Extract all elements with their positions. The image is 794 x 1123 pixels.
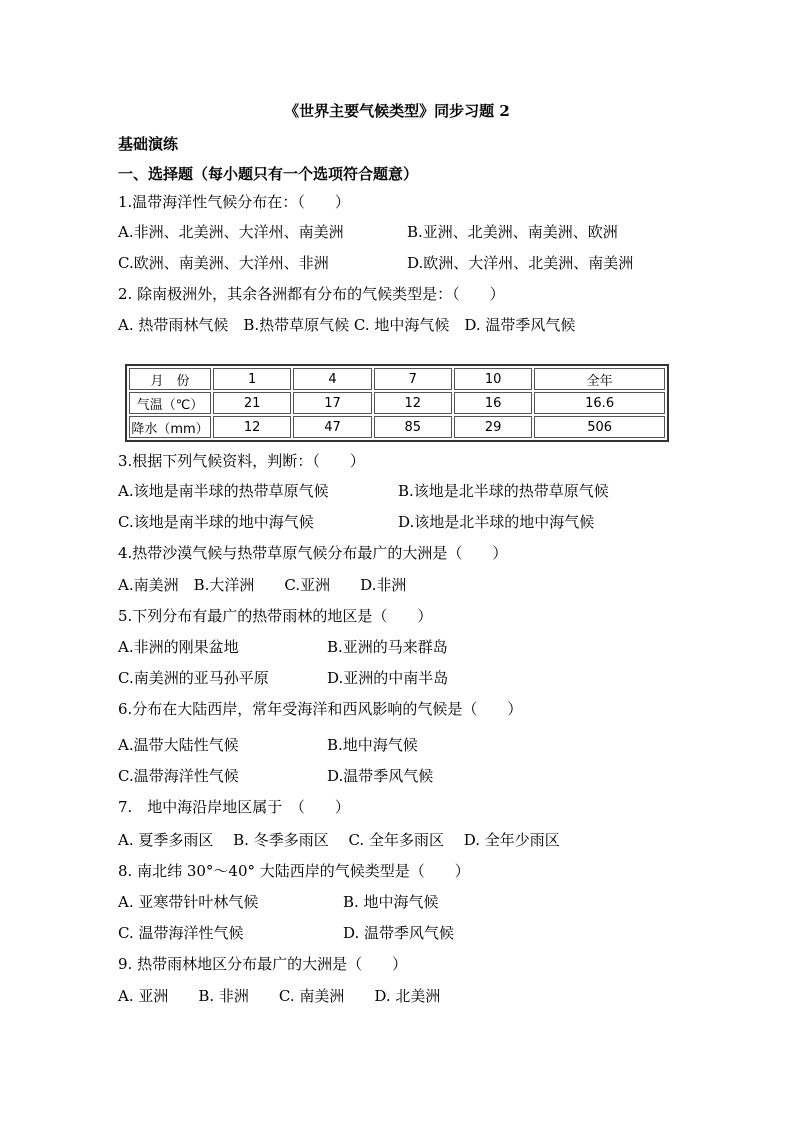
table-cell: 月 份 <box>129 368 211 390</box>
q7-stem: 7. 地中海沿岸地区属于 （ ） <box>118 798 350 816</box>
table-row <box>129 416 665 438</box>
q4-stem: 4.热带沙漠气候与热带草原气候分布最广的大洲是（ ） <box>118 544 508 562</box>
q1-option-b: B.亚洲、北美洲、南美洲、欧洲 <box>407 223 618 241</box>
table-cell: 21 <box>213 392 291 414</box>
table-cell: 4 <box>293 368 371 390</box>
q1-option-a: A.非洲、北美洲、大洋州、南美洲 <box>118 223 344 241</box>
table-cell: 12 <box>374 392 452 414</box>
section-choice: 一、选择题（每小题只有一个选项符合题意） <box>118 165 419 183</box>
q8-option-a: A. 亚寒带针叶林气候 <box>118 893 259 911</box>
q9-stem: 9. 热带雨林地区分布最广的大洲是（ ） <box>118 955 408 973</box>
q3-option-c: C.该地是南半球的地中海气候 <box>118 513 314 531</box>
table-cell: 10 <box>454 368 532 390</box>
table-cell: 12 <box>213 416 291 438</box>
table-cell: 47 <box>293 416 371 438</box>
table-cell: 全年 <box>534 368 665 390</box>
climate-table <box>125 364 669 442</box>
q7-options: A. 夏季多雨区 B. 冬季多雨区 C. 全年多雨区 D. 全年少雨区 <box>118 831 560 849</box>
page-title: 《世界主要气候类型》同步习题 2 <box>284 102 510 120</box>
q5-option-d: D.亚洲的中南半岛 <box>327 669 449 687</box>
q6-stem: 6.分布在大陆西岸，常年受海洋和西风影响的气候是（ ） <box>118 700 523 718</box>
table-cell: 1 <box>213 368 291 390</box>
table-cell: 气温（℃） <box>129 392 211 414</box>
q5-option-b: B.亚洲的马来群岛 <box>327 638 448 656</box>
table-cell: 16.6 <box>534 392 665 414</box>
table-cell: 85 <box>374 416 452 438</box>
table-cell: 17 <box>293 392 371 414</box>
q5-option-c: C.南美洲的亚马孙平原 <box>118 669 269 687</box>
q4-options: A.南美洲 B.大洋洲 C.亚洲 D.非洲 <box>118 576 407 594</box>
q5-option-a: A.非洲的刚果盆地 <box>118 638 239 656</box>
table-row <box>129 392 665 414</box>
section-basic: 基础演练 <box>118 135 179 153</box>
table-cell: 506 <box>534 416 665 438</box>
q1-option-d: D.欧洲、大洋州、北美洲、南美洲 <box>407 254 634 272</box>
q9-options: A. 亚洲 B. 非洲 C. 南美洲 D. 北美洲 <box>118 987 441 1005</box>
q3-option-d: D.该地是北半球的地中海气候 <box>398 513 595 531</box>
q6-option-c: C.温带海洋性气候 <box>118 767 239 785</box>
table-header-row <box>129 368 665 390</box>
q8-option-c: C. 温带海洋性气候 <box>118 924 244 942</box>
q6-option-a: A.温带大陆性气候 <box>118 736 239 754</box>
q6-option-b: B.地中海气候 <box>327 736 418 754</box>
q8-option-b: B. 地中海气候 <box>343 893 439 911</box>
q8-option-d: D. 温带季风气候 <box>343 924 455 942</box>
q2-options: A. 热带雨林气候 B.热带草原气候 C. 地中海气候 D. 温带季风气候 <box>118 316 576 334</box>
q2-stem: 2. 除南极洲外，其余各洲都有分布的气候类型是：（ ） <box>118 285 505 303</box>
table-cell: 29 <box>454 416 532 438</box>
q1-stem: 1.温带海洋性气候分布在：（ ） <box>118 193 350 211</box>
table-cell: 16 <box>454 392 532 414</box>
table-cell: 降水（mm） <box>129 416 211 438</box>
q1-option-c: C.欧洲、南美洲、大洋州、非洲 <box>118 254 329 272</box>
q5-stem: 5.下列分布有最广的热带雨林的地区是（ ） <box>118 607 433 625</box>
q3-option-a: A.该地是南半球的热带草原气候 <box>118 482 329 500</box>
q3-option-b: B.该地是北半球的热带草原气候 <box>398 482 609 500</box>
q6-option-d: D.温带季风气候 <box>327 767 434 785</box>
q3-stem: 3.根据下列气候资料，判断：（ ） <box>118 452 365 470</box>
q8-stem: 8. 南北纬 30°～40° 大陆西岸的气候类型是（ ） <box>118 862 470 880</box>
table-cell: 7 <box>374 368 452 390</box>
